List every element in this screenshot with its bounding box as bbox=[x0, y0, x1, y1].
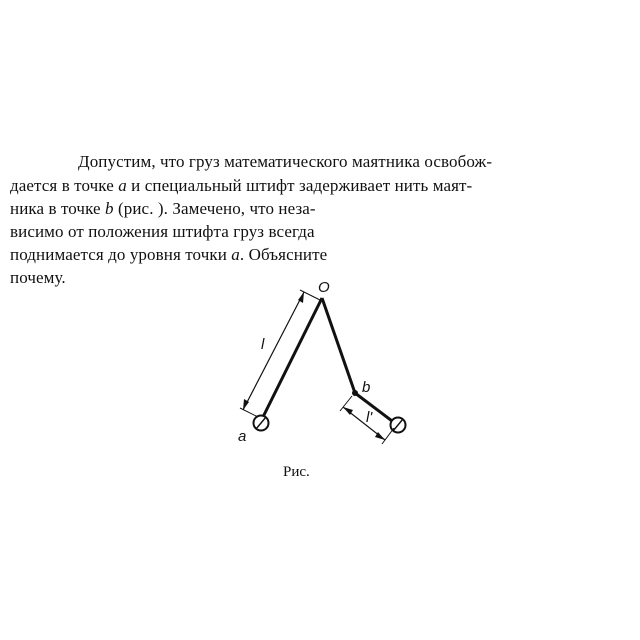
pivot-label: O bbox=[318, 279, 330, 296]
extension-line-bottom bbox=[240, 408, 258, 417]
extension-line-l-prime-end bbox=[382, 428, 394, 444]
figure-caption: Рис. bbox=[283, 464, 310, 480]
length-l-label: l bbox=[261, 336, 265, 353]
problem-line-1: Допустим, что груз математического маятника освобож- bbox=[78, 152, 493, 171]
point-a-label: a bbox=[238, 428, 247, 445]
problem-line-6: почему. bbox=[10, 268, 66, 287]
point-a-ref-2: a bbox=[231, 245, 240, 264]
line-3-start: ника в точке bbox=[10, 199, 106, 218]
pendulum-string-upper bbox=[322, 298, 355, 393]
problem-line-4: висимо от положения штифта груз всегда bbox=[10, 222, 315, 241]
point-a-ref: a bbox=[118, 176, 127, 195]
length-l-prime-label: l' bbox=[366, 409, 373, 426]
line-3-end: (рис. ). Замечено, что неза- bbox=[113, 199, 316, 218]
point-b-label: b bbox=[362, 379, 371, 396]
line-2-end: и специальный штифт задерживает нить маят- bbox=[126, 176, 473, 195]
line-5-start: поднимается до уровня точки bbox=[10, 245, 232, 264]
line-2-start: дается в точке bbox=[10, 176, 119, 195]
pin-b-dot bbox=[352, 390, 358, 396]
line-5-end: . Объясните bbox=[239, 245, 328, 264]
point-b-ref: b bbox=[105, 199, 114, 218]
pendulum-string-short bbox=[355, 393, 396, 424]
